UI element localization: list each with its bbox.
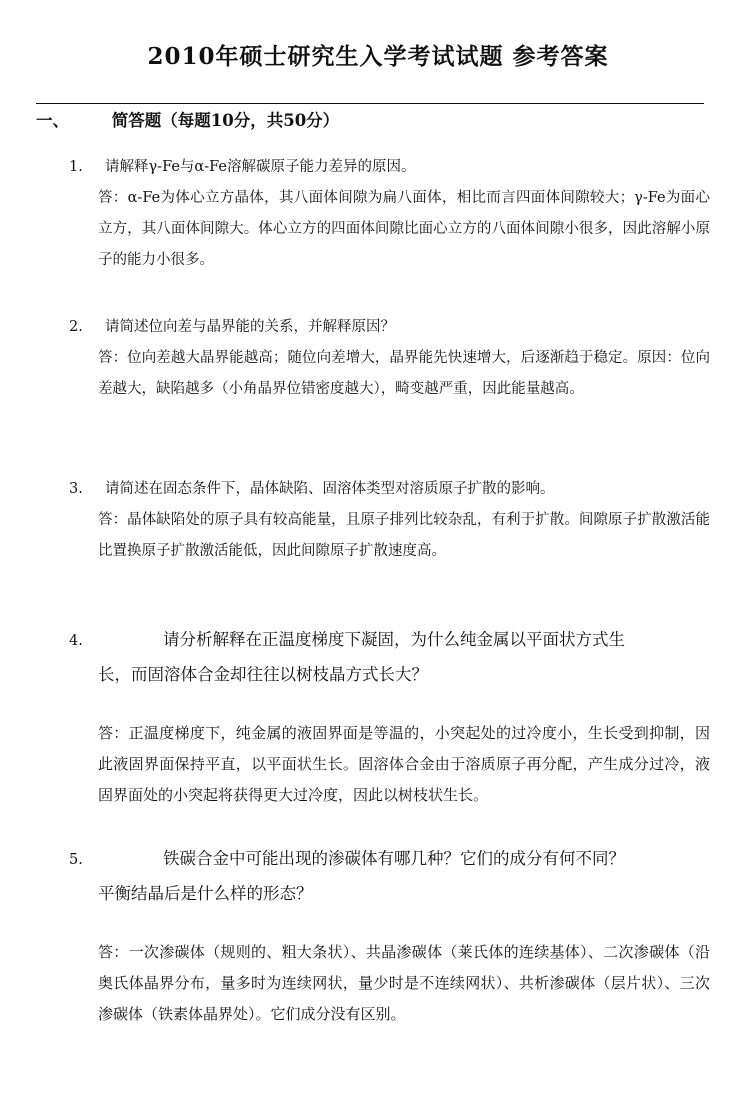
question-4 (69, 623, 709, 692)
section-number: 一、 (36, 111, 69, 130)
question-number: 1. (69, 159, 83, 175)
question-number: 4. (69, 633, 83, 649)
answer-4: 答：正温度梯度下，纯金属的液固界面是等温的，小突起处的过冷度小，生长受到抑制，因此液固界面保持平直，以平面状生长。固溶体合金由于溶质原子再分配，产生成分过冷，液固界面处的小突起将获得更大过冷度，因此以树枝状生长。 (98, 724, 710, 804)
question-number: 5. (69, 852, 83, 868)
section-heading (36, 107, 339, 131)
title-divider (36, 103, 704, 104)
question-text-line1: 请分析解释在正温度梯度下凝固，为什么纯金属以平面状方式生 (163, 630, 625, 649)
question-number: 3. (69, 481, 83, 497)
question-text: 请解释γ-Fe与α-Fe溶解碳原子能力差异的原因。 (105, 159, 416, 175)
question-number: 2. (69, 319, 83, 335)
question-2 (69, 312, 395, 343)
question-text-line2: 平衡结晶后是什么样的形态？ (98, 884, 313, 903)
section-title: 简答题（每题10分，共50分） (111, 111, 340, 130)
question-text-line2: 长，而固溶体合金却往往以树枝晶方式长大？ (98, 665, 428, 684)
question-text-line1: 铁碳合金中可能出现的渗碳体有哪几种？它们的成分有何不同？ (163, 849, 625, 868)
question-text: 请简述位向差与晶界能的关系，并解释原因？ (105, 319, 395, 335)
question-1 (69, 152, 415, 183)
answer-2: 答：位向差越大晶界能越高；随位向差增大，晶界能先快速增大，后逐渐趋于稳定。原因：位向差越大，缺陷越多（小角晶界位错密度越大），畸变越严重，因此能量越高。 (98, 350, 710, 397)
document-title: 2010年硕士研究生入学考试试题 参考答案 (147, 43, 609, 70)
answer-3: 答：晶体缺陷处的原子具有较高能量，且原子排列比较杂乱，有利于扩散。间隙原子扩散激活能比置换原子扩散激活能低，因此间隙原子扩散速度高。 (98, 512, 710, 559)
question-5 (69, 842, 709, 911)
answer-5: 答：一次渗碳体（规则的、粗大条状）、共晶渗碳体（莱氏体的连续基体）、二次渗碳体（沿奥氏体晶界分布，量多时为连续网状，量少时是不连续网状）、共析渗碳体（层片状）、三次渗碳体（铁素体晶界处）。它们成分没有区别。 (98, 943, 710, 1023)
answer-1: 答：α-Fe为体心立方晶体，其八面体间隙为扁八面体，相比而言四面体间隙较大；γ-Fe为面心立方，其八面体间隙大。体心立方的四面体间隙比面心立方的八面体间隙小很多，因此溶解小原子的能力小很多。 (98, 190, 710, 268)
question-3 (69, 474, 555, 505)
question-text: 请简述在固态条件下，晶体缺陷、固溶体类型对溶质原子扩散的影响。 (105, 481, 555, 497)
